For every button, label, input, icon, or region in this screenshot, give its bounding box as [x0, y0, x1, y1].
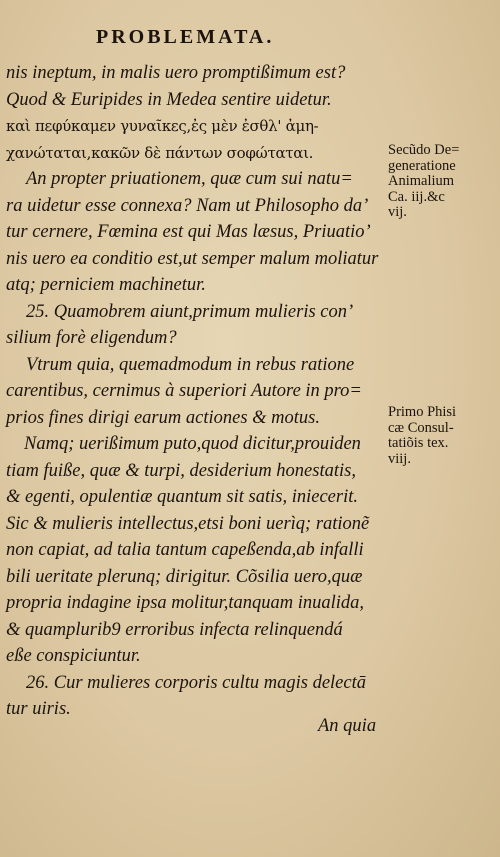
problem-heading-25: 25. Quamobrem aiunt,primum mulieris con’ — [26, 301, 354, 322]
text-line: propria indagine ipsa molitur,tanquam inualida, — [6, 593, 365, 613]
text-line: silium forè eligendum? — [6, 328, 177, 348]
margin-note-line: tatiõis tex. — [388, 435, 449, 451]
text-line: prios fines dirigi earum actiones & motus. — [6, 407, 320, 428]
text-line: ra uidetur esse connexa? Nam ut Philosopho da’ — [6, 195, 369, 216]
catchword: An quia — [318, 716, 377, 736]
text-line: Vtrum quia, quemadmodum in rebus ratione — [26, 354, 355, 375]
text-line: bili ueritate plerunq; dirigitur. Cõsilia uero,quæ — [6, 566, 363, 587]
text-line: tur uiris. — [6, 699, 71, 719]
text-line: non capiat, ad talia tantum capeßenda,ab infalli — [6, 540, 364, 560]
text-line: nis ineptum, in malis uero promptißimum est? — [6, 63, 346, 83]
text-line: atq; perniciem machinetur. — [6, 275, 206, 295]
text-line: Quod & Euripides in Medea sentire uidetur. — [6, 89, 332, 110]
text-line: eße conspiciuntur. — [6, 646, 141, 666]
text-line: & quamplurib9 erroribus infecta relinquendá — [6, 619, 343, 640]
margin-note-line: Secũdo De= — [388, 142, 460, 158]
body-text — [6, 60, 390, 723]
margin-note-generatione — [388, 143, 498, 221]
margin-note-line: cæ Consul- — [388, 419, 454, 436]
text-line: Sic & mulieris intellectus,etsi boni uerìq; rationẽ — [6, 513, 370, 534]
text-line: nis uero ea conditio est,ut semper malum moliatur — [6, 248, 379, 269]
margin-note-line: Ca. iij.&c — [388, 188, 445, 205]
problem-heading-26: 26. Cur mulieres corporis cultu magis delectā — [26, 672, 366, 693]
margin-note-line: viij. — [388, 450, 411, 467]
greek-quote-line: χανώταται,κακῶν δὲ πάντων σοφώταται. — [6, 143, 314, 162]
text-line: Namq; uerißimum puto,quod dicitur,prouiden — [24, 434, 361, 454]
margin-note-line: vij. — [388, 204, 407, 220]
margin-note-line: generatione — [388, 157, 456, 174]
text-line: carentibus, cernimus à superiori Autore in pro= — [6, 381, 362, 401]
text-line: tiam fuiße, quæ & turpi, desiderium honestatis, — [6, 460, 356, 481]
margin-note-line: Animalium — [388, 173, 455, 189]
text-line: tur cernere, Fœmina est qui Mas læsus, Priuatio’ — [6, 222, 371, 242]
text-line: & egenti, opulentiæ quantum sit satis, iniecerit. — [6, 487, 358, 507]
running-header: PROBLEMATA. — [96, 26, 275, 48]
margin-note-physics — [388, 405, 498, 467]
greek-quote-line: καὶ πεφύκαμεν γυναῖκες,ἐς μὲν ἐσθλ' ἀμη- — [6, 117, 319, 135]
text-line: An propter priuationem, quæ cum sui natu= — [26, 169, 353, 189]
margin-note-line: Primo Phisi — [388, 404, 457, 420]
